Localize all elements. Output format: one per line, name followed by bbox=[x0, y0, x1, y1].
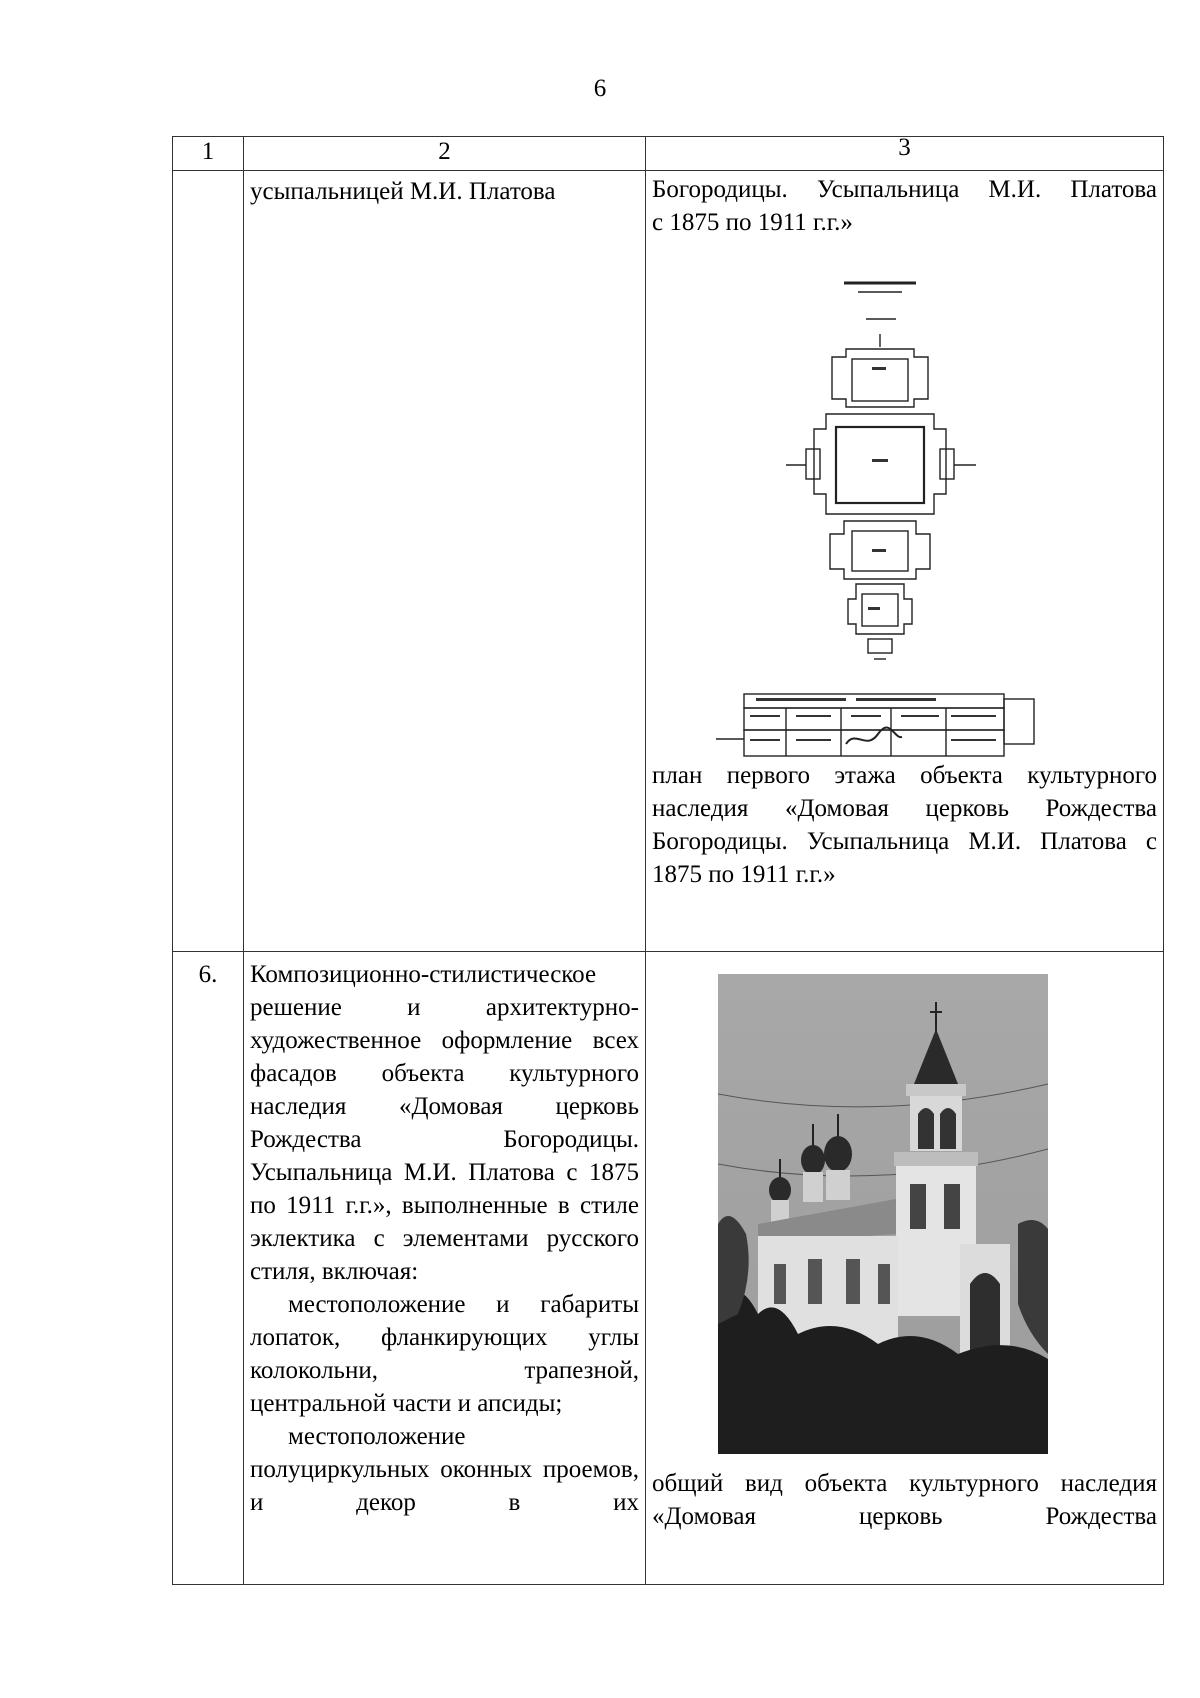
row2-number: 6. bbox=[198, 961, 218, 988]
row1-description: усыпальницей М.И. Платова bbox=[250, 178, 556, 205]
row2-paragraph-3: местоположение полуциркульных оконных проемов, и декор в их bbox=[250, 1423, 639, 1516]
row2-illustration-cell bbox=[646, 952, 1164, 1585]
table-row bbox=[173, 952, 1164, 1585]
row2-paragraph-2: местоположение и габариты лопаток, фланкирующих углы колокольни, трапезной, центральной части и апсиды; bbox=[250, 1291, 639, 1417]
table-row bbox=[173, 171, 1164, 952]
row1-top-text-line1: Богородицы. Усыпальница М.И. Платова bbox=[652, 176, 1157, 203]
row1-description-cell bbox=[244, 171, 646, 952]
floor-plan-drawing bbox=[646, 239, 1164, 759]
row2-paragraph-1: Композиционно-стилистическое решение и архитектурно-художественное оформление всех фасадов объекта культурного наследия «Домовая церковь Рождества Богородицы. Усыпальница М.И. Платова с 1875 по 1911 г.г.», выполненные в стиле эклектика с элементами русского стиля, включая: bbox=[250, 961, 639, 1285]
floor-plan-image bbox=[646, 239, 1164, 759]
header-col-1: 1 bbox=[173, 137, 244, 171]
header-col-2: 2 bbox=[244, 137, 646, 171]
church-photo-wrap bbox=[646, 952, 1164, 1467]
row2-description-cell bbox=[244, 952, 646, 1585]
row1-illustration-cell bbox=[646, 171, 1164, 952]
row1-number-cell bbox=[173, 171, 244, 952]
table-header-row bbox=[173, 137, 1164, 171]
row2-number-cell bbox=[173, 952, 244, 1585]
heritage-table bbox=[172, 136, 1164, 1585]
church-photo bbox=[718, 974, 1048, 1454]
church-photo-drawing bbox=[718, 974, 1048, 1454]
page-number: 6 bbox=[593, 75, 607, 102]
row2-caption: общий вид объекта культурного наследия «Домовая церковь Рождества bbox=[652, 1470, 1157, 1530]
row1-top-text-line2: с 1875 по 1911 г.г.» bbox=[652, 209, 853, 236]
header-col-3: 3 bbox=[646, 137, 1164, 171]
row1-caption: план первого этажа объекта культурного наследия «Домовая церковь Рождества Богородицы. Усыпальница М.И. Платова с 1875 по 1911 г.г.» bbox=[652, 762, 1157, 888]
